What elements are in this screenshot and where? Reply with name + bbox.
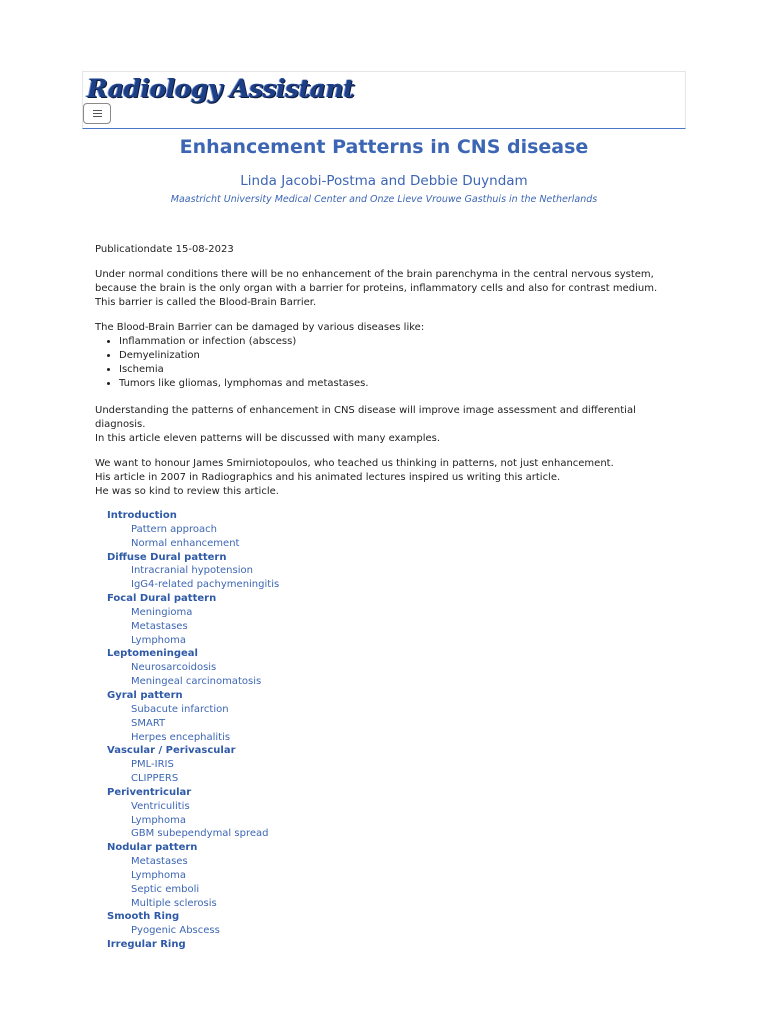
list-item: • Tumors like gliomas, lymphomas and metastases. xyxy=(119,377,685,391)
intro-paragraph xyxy=(95,268,685,310)
toc-section xyxy=(107,938,279,952)
toc-section-link[interactable]: Nodular pattern xyxy=(107,842,198,854)
toc-item-link[interactable]: Intracranial hypotension xyxy=(131,565,253,577)
toc-item-link[interactable]: PML-IRIS xyxy=(131,759,174,771)
toc-item-link[interactable]: Multiple sclerosis xyxy=(131,897,217,909)
intro-line: Under normal conditions there will be no enhancement of the brain parenchyma in the central nervous system, because the brain is the only organ with a barrier for proteins, inflammatory cells and also for contrast medium. xyxy=(95,269,658,294)
list-item: • Inflammation or infection (abscess) xyxy=(119,335,685,349)
page-title: Enhancement Patterns in CNS disease xyxy=(179,136,589,158)
toc-section xyxy=(107,744,279,786)
publication-date: Publicationdate 15-08-2023 xyxy=(95,244,234,255)
toc-section-link[interactable]: Vascular / Perivascular xyxy=(107,745,236,757)
toc-section-link[interactable]: Focal Dural pattern xyxy=(107,593,217,605)
toc-section xyxy=(107,592,279,647)
article-body xyxy=(95,243,685,510)
toc-item-link[interactable]: Subacute infarction xyxy=(131,703,229,715)
toc-section-link[interactable]: Periventricular xyxy=(107,786,192,798)
toc-item-link[interactable]: Normal enhancement xyxy=(131,537,240,549)
table-of-contents xyxy=(107,509,279,952)
toc-section-link[interactable]: Diffuse Dural pattern xyxy=(107,551,227,563)
intro-line: This barrier is called the Blood-Brain Barrier. xyxy=(95,297,317,308)
article-authors: Linda Jacobi-Postma and Debbie Duyndam xyxy=(240,173,528,189)
toc-item-link[interactable]: Herpes encephalitis xyxy=(131,731,231,743)
toc-section-link[interactable]: Leptomeningeal xyxy=(107,648,198,660)
toc-section xyxy=(107,647,279,689)
toc-section-link[interactable]: Smooth Ring xyxy=(107,911,180,923)
toc-section xyxy=(107,509,279,551)
honour-line: His article in 2007 in Radiographics and his animated lectures inspired us writing this article. xyxy=(95,472,561,483)
honour-paragraph xyxy=(95,457,685,499)
patterns-line: Understanding the patterns of enhancement in CNS disease will improve image assessment and differential diagnosis. xyxy=(95,405,636,430)
toc-item-link[interactable]: Meningeal carcinomatosis xyxy=(131,676,262,688)
toc-section xyxy=(107,689,279,744)
toc-item-link[interactable]: Lymphoma xyxy=(131,634,186,646)
toc-item-link[interactable]: Meningioma xyxy=(131,606,193,618)
site-navbar xyxy=(82,71,686,129)
toc-item-link[interactable]: Metastases xyxy=(131,620,188,632)
list-item: • Demyelinization xyxy=(119,349,685,363)
hamburger-icon xyxy=(93,108,102,119)
article-affiliation: Maastricht University Medical Center and Onze Lieve Vrouwe Gasthuis in the Netherlands xyxy=(170,194,598,205)
toc-item-link[interactable]: CLIPPERS xyxy=(131,773,179,785)
toc-item-link[interactable]: Metastases xyxy=(131,856,188,868)
list-item: • Ischemia xyxy=(119,363,685,377)
toc-item-link[interactable]: Ventriculitis xyxy=(131,800,190,812)
patterns-line: In this article eleven patterns will be discussed with many examples. xyxy=(95,433,441,444)
toc-section-link[interactable]: Gyral pattern xyxy=(107,689,183,701)
menu-toggle-button[interactable] xyxy=(83,103,111,124)
toc-section xyxy=(107,786,279,841)
toc-section-link[interactable]: Irregular Ring xyxy=(107,939,186,951)
patterns-paragraph xyxy=(95,404,685,446)
bbb-intro: The Blood-Brain Barrier can be damaged by various diseases like: xyxy=(95,322,425,333)
honour-line: He was so kind to review this article. xyxy=(95,486,279,497)
toc-section xyxy=(107,910,279,938)
toc-item-link[interactable]: Lymphoma xyxy=(131,814,186,826)
toc-item-link[interactable]: Pattern approach xyxy=(131,523,217,535)
toc-item-link[interactable]: Pyogenic Abscess xyxy=(131,925,220,937)
toc-item-link[interactable]: GBM subependymal spread xyxy=(131,828,269,840)
bbb-disease-list xyxy=(95,335,685,391)
site-logo[interactable]: Radiology Assistant xyxy=(87,74,355,103)
toc-item-link[interactable]: IgG4-related pachymeningitis xyxy=(131,579,280,591)
toc-section xyxy=(107,841,279,910)
toc-section-link[interactable]: Introduction xyxy=(107,510,177,521)
toc-item-link[interactable]: Neurosarcoidosis xyxy=(131,662,217,674)
honour-line: We want to honour James Smirniotopoulos, who teached us thinking in patterns, not just enhancement. xyxy=(95,458,614,469)
toc-item-link[interactable]: Lymphoma xyxy=(131,869,186,881)
toc-item-link[interactable]: SMART xyxy=(131,717,166,729)
toc-section xyxy=(107,551,279,593)
toc-item-link[interactable]: Septic emboli xyxy=(131,883,200,895)
